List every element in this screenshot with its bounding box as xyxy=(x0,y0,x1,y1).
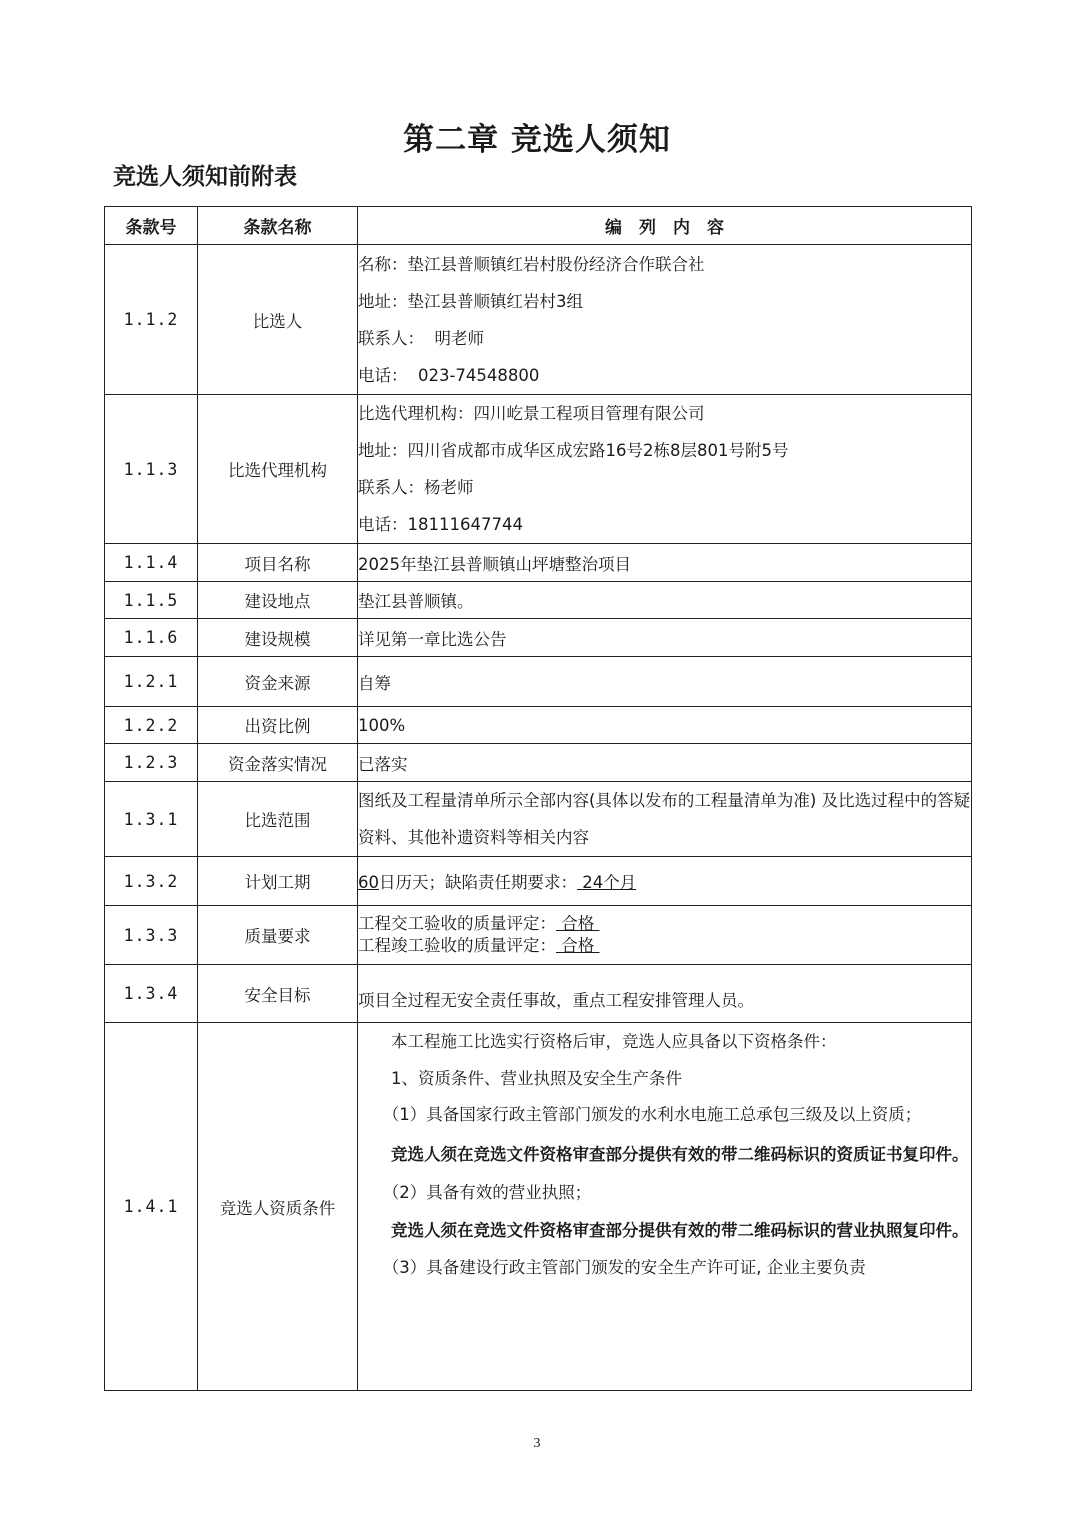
table-row xyxy=(105,395,972,544)
clause-name: 比选人 xyxy=(198,245,358,395)
content-line: 比选代理机构：四川屹景工程项目管理有限公司 xyxy=(358,404,705,423)
content-line: 电话： 023-74548800 xyxy=(358,365,540,385)
content-line: 地址：垫江县普顺镇红岩村3组 xyxy=(358,291,583,311)
page-number: 3 xyxy=(533,1436,541,1451)
clause-number: 1.1.2 xyxy=(105,245,198,395)
table-row xyxy=(105,782,972,857)
clause-name: 出资比例 xyxy=(198,707,358,744)
chapter-title: 第二章 竞选人须知 xyxy=(403,122,671,158)
content-line: 联系人：杨老师 xyxy=(358,478,474,497)
clause-name: 资金落实情况 xyxy=(198,744,358,782)
clause-content: 100% xyxy=(358,707,972,744)
clause-name: 安全目标 xyxy=(198,965,358,1023)
clause-content xyxy=(358,857,972,906)
table-row xyxy=(105,582,972,619)
clause-content: 已落实 xyxy=(358,744,972,782)
clause-content: 自筹 xyxy=(358,657,972,707)
table-row xyxy=(105,707,972,744)
clause-name: 资金来源 xyxy=(198,657,358,707)
table-row xyxy=(105,245,972,395)
content-paragraph: 本工程施工比选实行资格后审，竞选人应具备以下资格条件： xyxy=(391,1032,837,1051)
clause-table xyxy=(104,206,972,1391)
clause-content: 项目全过程无安全责任事故，重点工程安排管理人员。 xyxy=(358,965,972,1023)
clause-name: 竞选人资质条件 xyxy=(198,1023,358,1391)
section-title: 竞选人须知前附表 xyxy=(113,164,297,190)
clause-number: 1.3.2 xyxy=(105,857,198,906)
clause-number: 1.1.5 xyxy=(105,582,198,619)
quality-value: 合格 xyxy=(556,914,600,933)
table-row xyxy=(105,1023,972,1391)
table-row xyxy=(105,857,972,906)
content-paragraph: 竞选人须在竞选文件资格审查部分提供有效的带二维码标识的资质证书复印件。 xyxy=(391,1145,969,1164)
content-paragraph: （3）具备建设行政主管部门颁发的安全生产许可证, 企业主要负责 xyxy=(382,1258,866,1277)
clause-name: 建设规模 xyxy=(198,619,358,657)
content-line: 名称：垫江县普顺镇红岩村股份经济合作联合社 xyxy=(358,254,705,274)
clause-number: 1.1.4 xyxy=(105,544,198,582)
content-line: 联系人： 明老师 xyxy=(358,328,484,348)
table-row xyxy=(105,657,972,707)
clause-number: 1.3.3 xyxy=(105,906,198,965)
header-clause-name: 条款名称 xyxy=(198,207,358,245)
clause-content: 垫江县普顺镇。 xyxy=(358,582,972,619)
clause-number: 1.3.1 xyxy=(105,782,198,857)
clause-number: 1.1.3 xyxy=(105,395,198,544)
header-content: 编 列 内 容 xyxy=(358,207,972,245)
clause-content xyxy=(358,782,972,857)
header-clause-number: 条款号 xyxy=(105,207,198,245)
clause-number: 1.1.6 xyxy=(105,619,198,657)
clause-content xyxy=(358,395,972,544)
clause-content xyxy=(358,1023,972,1391)
quality-value: 合格 xyxy=(556,936,600,955)
clause-content xyxy=(358,906,972,965)
quality-label: 工程交工验收的质量评定： xyxy=(358,914,556,933)
content-paragraph: 竞选人须在竞选文件资格审查部分提供有效的带二维码标识的营业执照复印件。 xyxy=(391,1221,969,1240)
content-text: 日历天；缺陷责任期要求： xyxy=(379,873,577,892)
table-header-row xyxy=(105,207,972,245)
clause-content: 详见第一章比选公告 xyxy=(358,619,972,657)
content-paragraph: 图纸及工程量清单所示全部内容(具体以发布的工程量清单为准) 及比选过程中的答疑资料、其他补遗资料等相关内容 xyxy=(358,791,971,847)
content-paragraph: （1）具备国家行政主管部门颁发的水利水电施工总承包三级及以上资质； xyxy=(382,1105,922,1124)
clause-number: 1.2.3 xyxy=(105,744,198,782)
clause-name: 比选代理机构 xyxy=(198,395,358,544)
clause-name: 质量要求 xyxy=(198,906,358,965)
warranty-period: 24个月 xyxy=(577,873,637,892)
content-paragraph: （2）具备有效的营业执照； xyxy=(382,1183,592,1202)
clause-name: 计划工期 xyxy=(198,857,358,906)
clause-name: 比选范围 xyxy=(198,782,358,857)
table-row xyxy=(105,744,972,782)
clause-number: 1.2.1 xyxy=(105,657,198,707)
construction-days: 60 xyxy=(358,873,379,892)
content-paragraph: 1、资质条件、营业执照及安全生产条件 xyxy=(391,1069,682,1088)
clause-name: 项目名称 xyxy=(198,544,358,582)
clause-number: 1.4.1 xyxy=(105,1023,198,1391)
content-line: 地址：四川省成都市成华区成宏路16号2栋8层801号附5号 xyxy=(358,441,789,460)
clause-number: 1.2.2 xyxy=(105,707,198,744)
table-row xyxy=(105,906,972,965)
clause-content: 2025年垫江县普顺镇山坪塘整治项目 xyxy=(358,544,972,582)
table-row xyxy=(105,965,972,1023)
table-row xyxy=(105,619,972,657)
clause-number: 1.3.4 xyxy=(105,965,198,1023)
clause-name: 建设地点 xyxy=(198,582,358,619)
quality-label: 工程竣工验收的质量评定： xyxy=(358,936,556,955)
clause-content xyxy=(358,245,972,395)
table-row xyxy=(105,544,972,582)
content-line: 电话：18111647744 xyxy=(358,515,523,534)
